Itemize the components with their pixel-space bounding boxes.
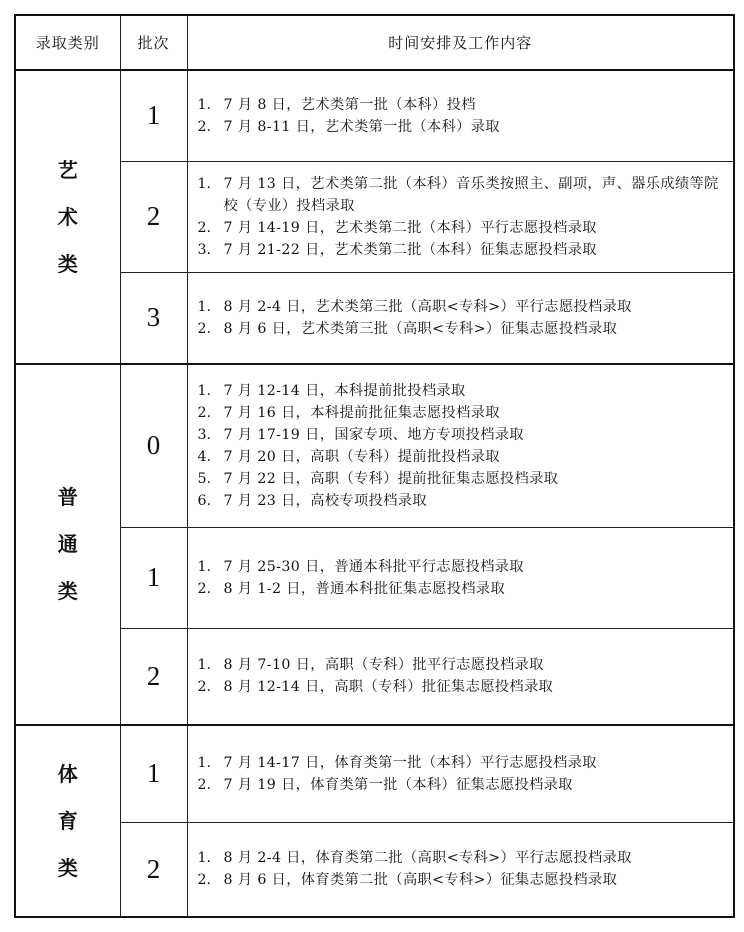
schedule-item-number: 2. <box>197 872 212 889</box>
schedule-item <box>198 296 734 318</box>
schedule-item <box>198 869 734 891</box>
schedule-item <box>198 654 734 676</box>
schedule-item-text: 7 月 20 日，高职（专科）提前批投档录取 <box>223 448 500 465</box>
schedule-item <box>198 468 734 490</box>
table-row <box>15 161 734 272</box>
schedule-item-number: 2. <box>197 320 212 337</box>
schedule-item-number: 4. <box>197 448 212 465</box>
schedule-item-number: 3. <box>197 241 212 258</box>
category-cell <box>15 364 120 725</box>
batch-cell: 2 <box>120 822 187 917</box>
schedule-item-text: 7 月 17-19 日，国家专项、地方专项投档录取 <box>223 426 524 443</box>
schedule-item-number: 2. <box>197 219 212 236</box>
schedule-item <box>198 578 734 600</box>
schedule-item-number: 1. <box>197 558 212 575</box>
schedule-item-text: 7 月 14-17 日，体育类第一批（本科）平行志愿投档录取 <box>223 754 597 771</box>
table-row <box>15 364 734 527</box>
schedule-item-text: 7 月 16 日，本科提前批征集志愿投档录取 <box>223 404 500 421</box>
schedule-item <box>198 402 734 424</box>
schedule-item <box>198 752 734 774</box>
schedule-item-text: 7 月 25-30 日，普通本科批平行志愿投档录取 <box>223 558 524 575</box>
table-row <box>15 628 734 725</box>
schedule-detail-cell <box>187 628 734 725</box>
schedule-item-text: 7 月 23 日，高校专项投档录取 <box>223 492 427 509</box>
schedule-item-number: 1. <box>197 382 212 399</box>
schedule-item-number: 2. <box>197 404 212 421</box>
schedule-detail-cell <box>187 364 734 527</box>
category-label: 艺术类 <box>57 157 78 276</box>
schedule-item <box>198 173 734 217</box>
category-label: 普通类 <box>57 485 78 603</box>
schedule-item <box>198 217 734 239</box>
schedule-detail-cell <box>187 70 734 161</box>
batch-cell: 1 <box>120 725 187 822</box>
table-row <box>15 822 734 917</box>
schedule-item-text: 7 月 19 日，体育类第一批（本科）征集志愿投档录取 <box>223 776 573 793</box>
schedule-item-number: 1. <box>197 754 212 771</box>
header-category: 录取类别 <box>15 15 120 70</box>
schedule-item-text: 7 月 12-14 日，本科提前批投档录取 <box>223 382 466 399</box>
schedule-item-text: 8 月 2-4 日，体育类第二批（高职<专科>）平行志愿投档录取 <box>223 850 632 867</box>
schedule-item-text: 7 月 8 日，艺术类第一批（本科）投档 <box>223 96 476 113</box>
schedule-item <box>198 318 734 340</box>
batch-cell: 2 <box>120 161 187 272</box>
category-cell <box>15 70 120 364</box>
table-row <box>15 527 734 628</box>
schedule-item-number: 2. <box>197 580 212 597</box>
schedule-item-number: 3. <box>197 426 212 443</box>
admission-schedule-table <box>14 14 735 918</box>
schedule-item <box>198 239 734 261</box>
schedule-item-number: 2. <box>197 679 212 696</box>
batch-cell: 2 <box>120 628 187 725</box>
schedule-item <box>198 676 734 698</box>
schedule-item-number: 1. <box>197 850 212 867</box>
schedule-item <box>198 424 734 446</box>
schedule-item <box>198 490 734 512</box>
schedule-item-number: 1. <box>197 298 212 315</box>
schedule-item-text: 8 月 7-10 日，高职（专科）批平行志愿投档录取 <box>223 657 544 674</box>
schedule-item-text: 8 月 2-4 日，艺术类第三批（高职<专科>）平行志愿投档录取 <box>223 298 632 315</box>
schedule-item <box>198 380 734 402</box>
header-schedule: 时间安排及工作内容 <box>187 15 734 70</box>
schedule-item-text: 7 月 13 日，艺术类第二批（本科）音乐类按照主、副项，声、器乐成绩等院校（专业）投档录取 <box>223 175 719 214</box>
schedule-item-number: 2. <box>197 776 212 793</box>
schedule-item <box>198 774 734 796</box>
schedule-item <box>198 116 734 138</box>
schedule-item-number: 6. <box>197 492 212 509</box>
schedule-item-text: 7 月 8-11 日，艺术类第一批（本科）录取 <box>223 118 500 135</box>
batch-cell: 0 <box>120 364 187 527</box>
batch-cell: 1 <box>120 527 187 628</box>
schedule-item <box>198 847 734 869</box>
category-cell <box>15 725 120 917</box>
schedule-detail-cell <box>187 725 734 822</box>
schedule-item-text: 7 月 14-19 日，艺术类第二批（本科）平行志愿投档录取 <box>223 219 597 236</box>
schedule-item-number: 1. <box>197 657 212 674</box>
schedule-item-text: 8 月 12-14 日，高职（专科）批征集志愿投档录取 <box>223 679 554 696</box>
batch-cell: 1 <box>120 70 187 161</box>
header-batch: 批次 <box>120 15 187 70</box>
schedule-detail-cell <box>187 822 734 917</box>
batch-cell: 3 <box>120 272 187 364</box>
schedule-item-number: 1. <box>197 175 212 192</box>
schedule-detail-cell <box>187 161 734 272</box>
schedule-detail-cell <box>187 527 734 628</box>
schedule-item-text: 7 月 22 日，高职（专科）提前批征集志愿投档录取 <box>223 470 559 487</box>
schedule-item-text: 8 月 6 日，体育类第二批（高职<专科>）征集志愿投档录取 <box>223 872 618 889</box>
schedule-item-text: 8 月 1-2 日，普通本科批征集志愿投档录取 <box>223 580 506 597</box>
schedule-item-text: 8 月 6 日，艺术类第三批（高职<专科>）征集志愿投档录取 <box>223 320 618 337</box>
schedule-item <box>198 446 734 468</box>
table-row <box>15 272 734 364</box>
schedule-item <box>198 556 734 578</box>
table-row <box>15 725 734 822</box>
schedule-item-number: 1. <box>197 96 212 113</box>
schedule-item-text: 7 月 21-22 日，艺术类第二批（本科）征集志愿投档录取 <box>223 241 597 258</box>
table-body <box>15 70 734 917</box>
schedule-item-number: 5. <box>197 470 212 487</box>
table-row <box>15 70 734 161</box>
category-label: 体育类 <box>57 761 78 880</box>
schedule-detail-cell <box>187 272 734 364</box>
schedule-item <box>198 94 734 116</box>
schedule-item-number: 2. <box>197 118 212 135</box>
